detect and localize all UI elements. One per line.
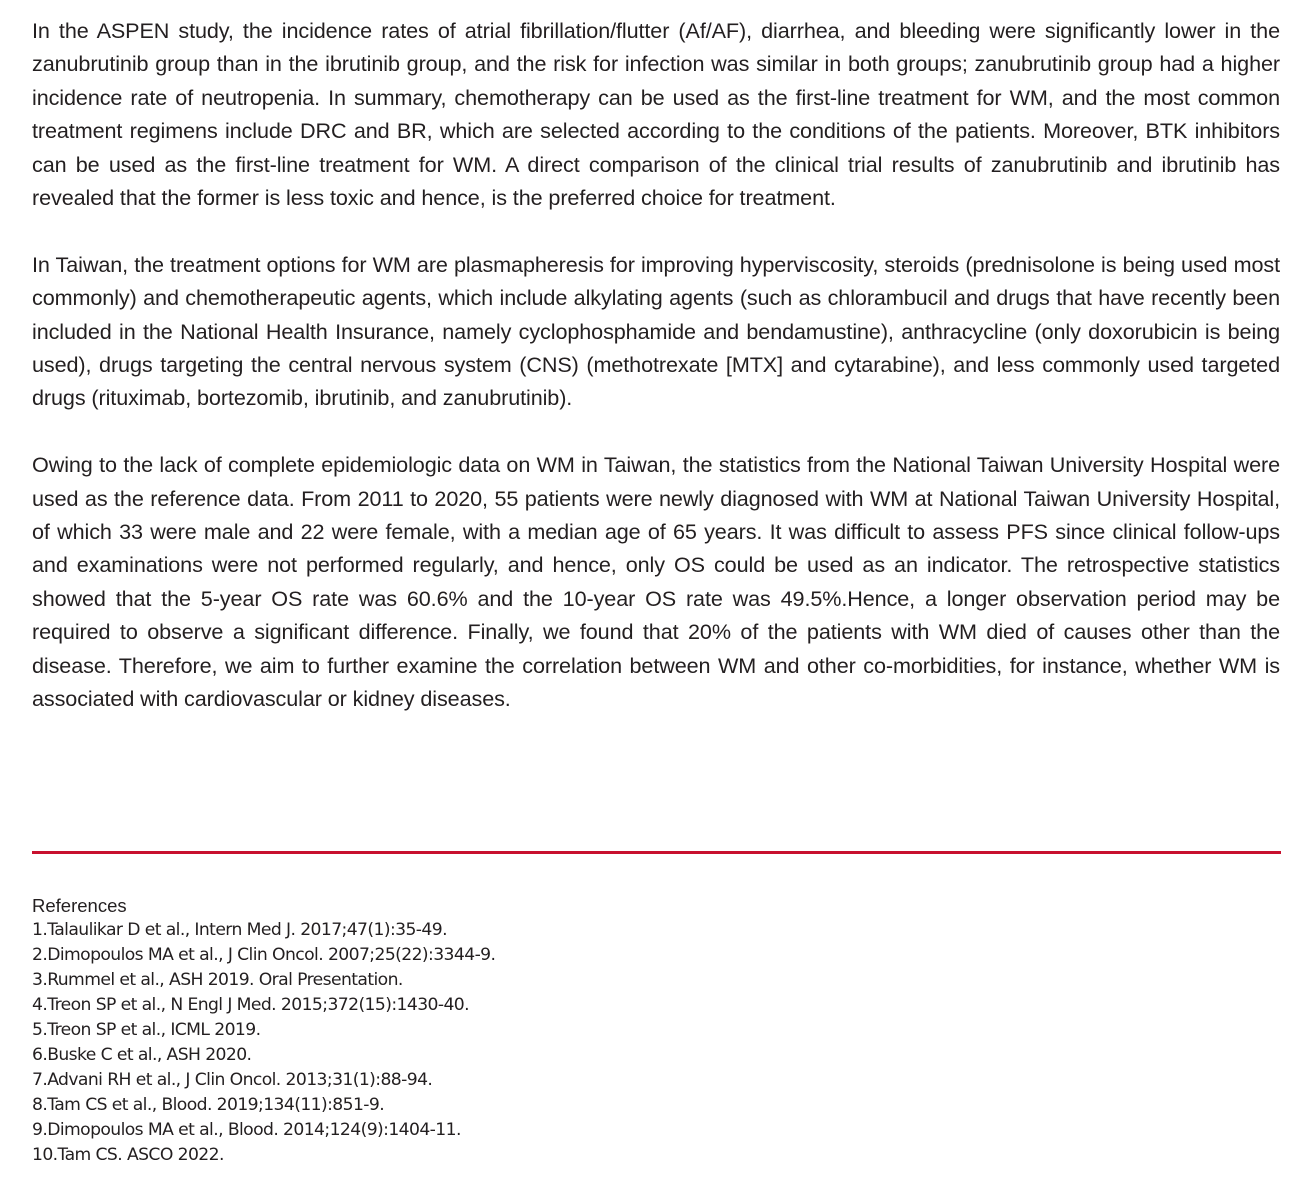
reference-item: 10.Tam CS. ASCO 2022. [32,1145,224,1165]
reference-item: 2.Dimopoulos MA et al., J Clin Oncol. 2007;25(22):3344-9. [32,945,496,965]
reference-item: 7.Advani RH et al., J Clin Oncol. 2013;31(1):88-94. [32,1070,433,1090]
references-heading: References [32,895,127,916]
reference-item: 8.Tam CS et al., Blood. 2019;134(11):851-9. [32,1095,385,1115]
paragraph-aspen-study: In the ASPEN study, the incidence rates of atrial fibrillation/flutter (Af/AF), diarrhea, and bleeding were significantly lower in the zanubrutinib group than in the ibrutinib group, and the risk for infection was similar in both groups; zanubrutinib group had a higher incidence rate of neutropenia. In summary, chemotherapy can be used as the first-line treatment for WM, and the most common treatment regimens include DRC and BR, which are selected according to the conditions of the patients. Moreover, BTK inhibitors can be used as the first-line treatment for WM. A direct comparison of the clinical trial results of zanubrutinib and ibrutinib has revealed that the former is less toxic and hence, is the preferred choice for treatment. [32,18,1280,211]
paragraph-ntuh-statistics: Owing to the lack of complete epidemiologic data on WM in Taiwan, the statistics from the National Taiwan University Hospital were used as the reference data. From 2011 to 2020, 55 patients were newly diagnosed with WM at National Taiwan University Hospital, of which 33 were male and 22 were female, with a median age of 65 years. It was difficult to assess PFS since clinical follow-ups and examinations were not performed regularly, and hence, only OS could be used as an indicator. The retrospective statistics showed that the 5-year OS rate was 60.6% and the 10-year OS rate was 49.5%.Hence, a longer observation period may be required to observe a significant difference. Finally, we found that 20% of the patients with WM died of causes other than the disease. Therefore, we aim to further examine the correlation between WM and other co-morbidities, for instance, whether WM is associated with cardiovascular or kidney diseases. [32,452,1280,712]
reference-item: 9.Dimopoulos MA et al., Blood. 2014;124(9):1404-11. [32,1120,461,1140]
reference-item: 3.Rummel et al., ASH 2019. Oral Presentation. [32,970,403,990]
reference-item: 1.Talaulikar D et al., Intern Med J. 2017;47(1):35-49. [32,920,447,940]
reference-item: 5.Treon SP et al., ICML 2019. [32,1020,261,1040]
references-section [32,893,495,1168]
article-body [32,14,1280,716]
reference-item: 4.Treon SP et al., N Engl J Med. 2015;372(15):1430-40. [32,995,469,1015]
paragraph-taiwan-treatment-options: In Taiwan, the treatment options for WM are plasmapheresis for improving hyperviscosity, steroids (prednisolone is being used most commonly) and chemotherapeutic agents, which include alkylating agents (such as chlorambucil and drugs that have recently been included in the National Health Insurance, namely cyclophosphamide and bendamustine), anthracycline (only doxorubicin is being used), drugs targeting the central nervous system (CNS) (methotrexate [MTX] and cytarabine), and less commonly used targeted drugs (rituximab, bortezomib, ibrutinib, and zanubrutinib). [32,251,1280,411]
reference-item: 6.Buske C et al., ASH 2020. [32,1045,252,1065]
section-divider [32,851,1281,854]
